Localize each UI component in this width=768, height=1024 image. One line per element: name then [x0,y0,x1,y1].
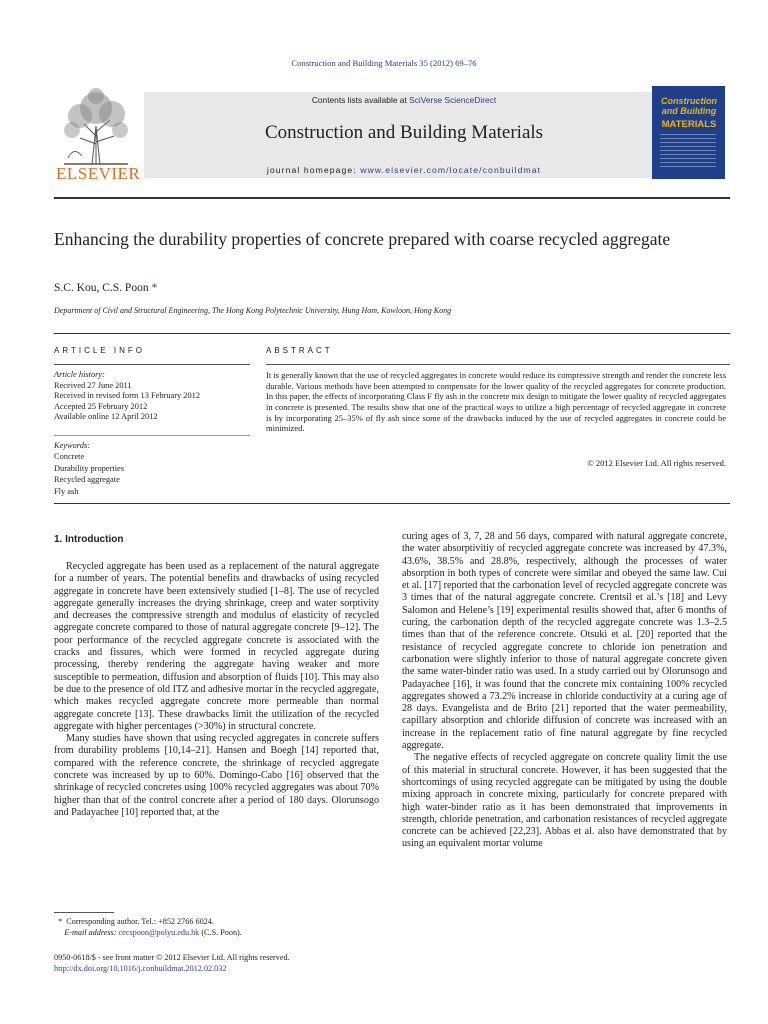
keyword-item: Durability properties [54,463,125,473]
author-affiliation: Department of Civil and Structural Engineering, The Hong Kong Polytechnic University, Hung Hom, Kowloon, Hong Kong [54,306,452,315]
abstract-copyright: © 2012 Elsevier Ltd. All rights reserved. [587,458,726,468]
corresponding-author-marker[interactable]: * [151,282,158,294]
keywords-rule [54,435,250,436]
sciencedirect-link[interactable]: SciVerse ScienceDirect [409,95,497,105]
journal-cover-thumbnail[interactable] [652,86,725,179]
keyword-item: Concrete [54,452,85,462]
article-history [54,370,250,423]
elsevier-tree-icon [54,86,138,166]
citation-link[interactable]: Construction and Building Materials 35 (2012) 69–76 [291,58,477,68]
abstract-rule [266,364,730,365]
front-matter-line: 0950-0618/$ - see front matter © 2012 Elsevier Ltd. All rights reserved. [54,953,290,962]
body-column-right [402,531,727,851]
history-revised: Received in revised form 13 February 2012 [54,391,201,401]
header-rule [54,197,730,199]
section-rule [54,333,730,334]
keywords-label: Keywords: [54,441,90,450]
footnote-email: E-mail address: cecspoon@polyu.edu.hk (C.S. Poon). [64,928,242,937]
history-accepted: Accepted 25 February 2012 [54,401,148,411]
doi-link[interactable]: http://dx.doi.org/10.1016/j.conbuildmat.2012.02.032 [54,964,227,973]
body-paragraph: Many studies have shown that using recycled aggregates in concrete suffers from durability problems [10,14–21]. Hansen and Boegh [14] reported that, compared with the reference concrete, the shrinkage of recycled aggregate concrete was increased by up to 60%. Domingo-Cabo [16] observed that the shrinkage of recycled concretes using 100% recycled aggregates was about 70% higher than that of the control concrete after a period of 180 days. Olorunsogo and Padayachee [10] reported that, at the [54,733,379,818]
cover-decoration [660,134,716,168]
article-authors: S.C. Kou, C.S. Poon * [54,282,158,294]
body-paragraph: Recycled aggregate has been used as a replacement of the natural aggregate for a number of years. The potential benefits and drawbacks of using recycled aggregate in concrete have been extensively studied [1–8]. The use of recycled aggregate generally increases the drying shrinkage, creep and water sorptivity and decreases the compressive strength and modulus of elasticity of recycled aggregate concrete compared to those of natural aggregate concrete [9–12]. The poor performance of the recycled aggregate concrete is associated with the cracks and fissures, which were formed in recycled aggregate during processing, thereby rendering the aggregate having weaker and more susceptible to permeation, diffusion and absorption of fluids [10]. This may also be due to the presence of old ITZ and adhesive mortar in the recycled aggregate, which makes recycled aggregate concrete more permeable than normal aggregate concrete [13]. These drawbacks limit the utilization of the recycled aggregate with higher percentages (>30%) in structural concrete. [54,561,379,732]
journal-homepage: journal homepage: www.elsevier.com/locate/conbuildmat [266,165,542,175]
cover-title: Construction and Building [661,96,717,116]
keyword-item: Fly ash [54,486,79,496]
abstract-heading: ABSTRACT [266,346,333,355]
journal-banner [144,92,664,178]
corresponding-footnote [54,916,379,938]
contents-line: Contents lists available at SciVerse ScienceDirect [311,95,497,105]
front-matter [54,952,379,974]
article-info-rule [54,364,250,365]
body-column-left [54,561,379,819]
abstract-text: It is generally known that the use of recycled aggregates in concrete would reduce its compressive strength and render the concrete less durable. Various methods have been attempted to compensate for the lower quality of the recycled aggregates for concrete production. In this paper, the effects of incorporating Class F fly ash in the concrete mix design to mitigate the lower quality of recycled aggregates in concrete is presented. The results show that one of the practical ways to utilize a high percentage of recycled aggregate in concrete is by incorporating 25–35% of fly ash since some of the drawbacks induced by the use of recycled aggregates in concrete could be minimized. [266,370,727,434]
body-paragraph: The negative effects of recycled aggregate on concrete quality limit the use of this material in structural concrete. However, it has been suggested that the shortcomings of using recycled aggregate can be mitigated by using the double mixing approach in concrete mixing, particularly for concrete prepared with high water-binder ratio as it has been demonstrated that improvements in strength, chloride penetration, and carbonation resistances of recycled aggregate concrete can be achieved [22,23]. Abbas et al. also have demonstrated that by using an equivalent mortar volume [402,752,727,850]
section-heading-introduction: 1. Introduction [54,534,124,545]
journal-citation [0,58,768,68]
body-paragraph: curing ages of 3, 7, 28 and 56 days, compared with natural aggregate concrete, the water absorptivitiy of recycled aggregate concrete was increased by 47.3%, 43.6%, 38.5% and 28.8%, respectively, although the processes of water absorption in both types of concrete were similar and obeyed the same law. Cui et al. [17] reported that the carbonation level of recycled aggregate concrete was 3 times that of the natural aggregate concrete. Crentsil et al.’s [18] and Levy Salomon and Helene’s [19] experimental results showed that, after 6 months of curing, the carbonation depth of the recycled aggregate concrete was 1.3–2.5 times than that of the reference concrete. Otsuki et al. [20] reported that the resistance of recycled aggregate concrete to chloride ion penetration and carbonation were slightly inferior to those of natural aggregate concrete given the same water-binder ratio was used. In a study carried out by Olorunsogo and Padayachee [16], it was found that the concrete mix containing 100% recycled aggregates showed a 73.2% increase in chloride conductivity at a curing age of 28 days. Evangelista and de Brito [21] reported that the water permeability, capillary absorption and chloride diffusion of concrete was increased with an increase in the replacement ratio of fine natural aggregate by fine recycled aggregate. [402,531,727,752]
footnote-corresponding: * Corresponding author. Tel.: +852 2766 6024. [58,917,214,926]
journal-title: Construction and Building Materials [264,122,544,143]
history-online: Available online 12 April 2012 [54,412,158,422]
elsevier-wordmark: ELSEVIER [56,164,141,183]
history-label: Article history: [54,370,105,379]
history-received: Received 27 June 2011 [54,380,132,390]
body-rule [54,503,730,504]
cover-subtitle: MATERIALS [661,119,717,130]
article-title: Enhancing the durability properties of concrete prepared with coarse recycled aggregate [54,229,671,249]
elsevier-logo [54,86,141,184]
keyword-item: Recycled aggregate [54,475,120,485]
journal-masthead [54,86,730,184]
email-link[interactable]: cecspoon@polyu.edu.hk [118,928,200,937]
footnote-rule [54,912,114,913]
article-info-heading: ARTICLE INFO [54,346,145,355]
homepage-link[interactable]: www.elsevier.com/locate/conbuildmat [360,165,542,175]
keywords-list [54,440,250,497]
